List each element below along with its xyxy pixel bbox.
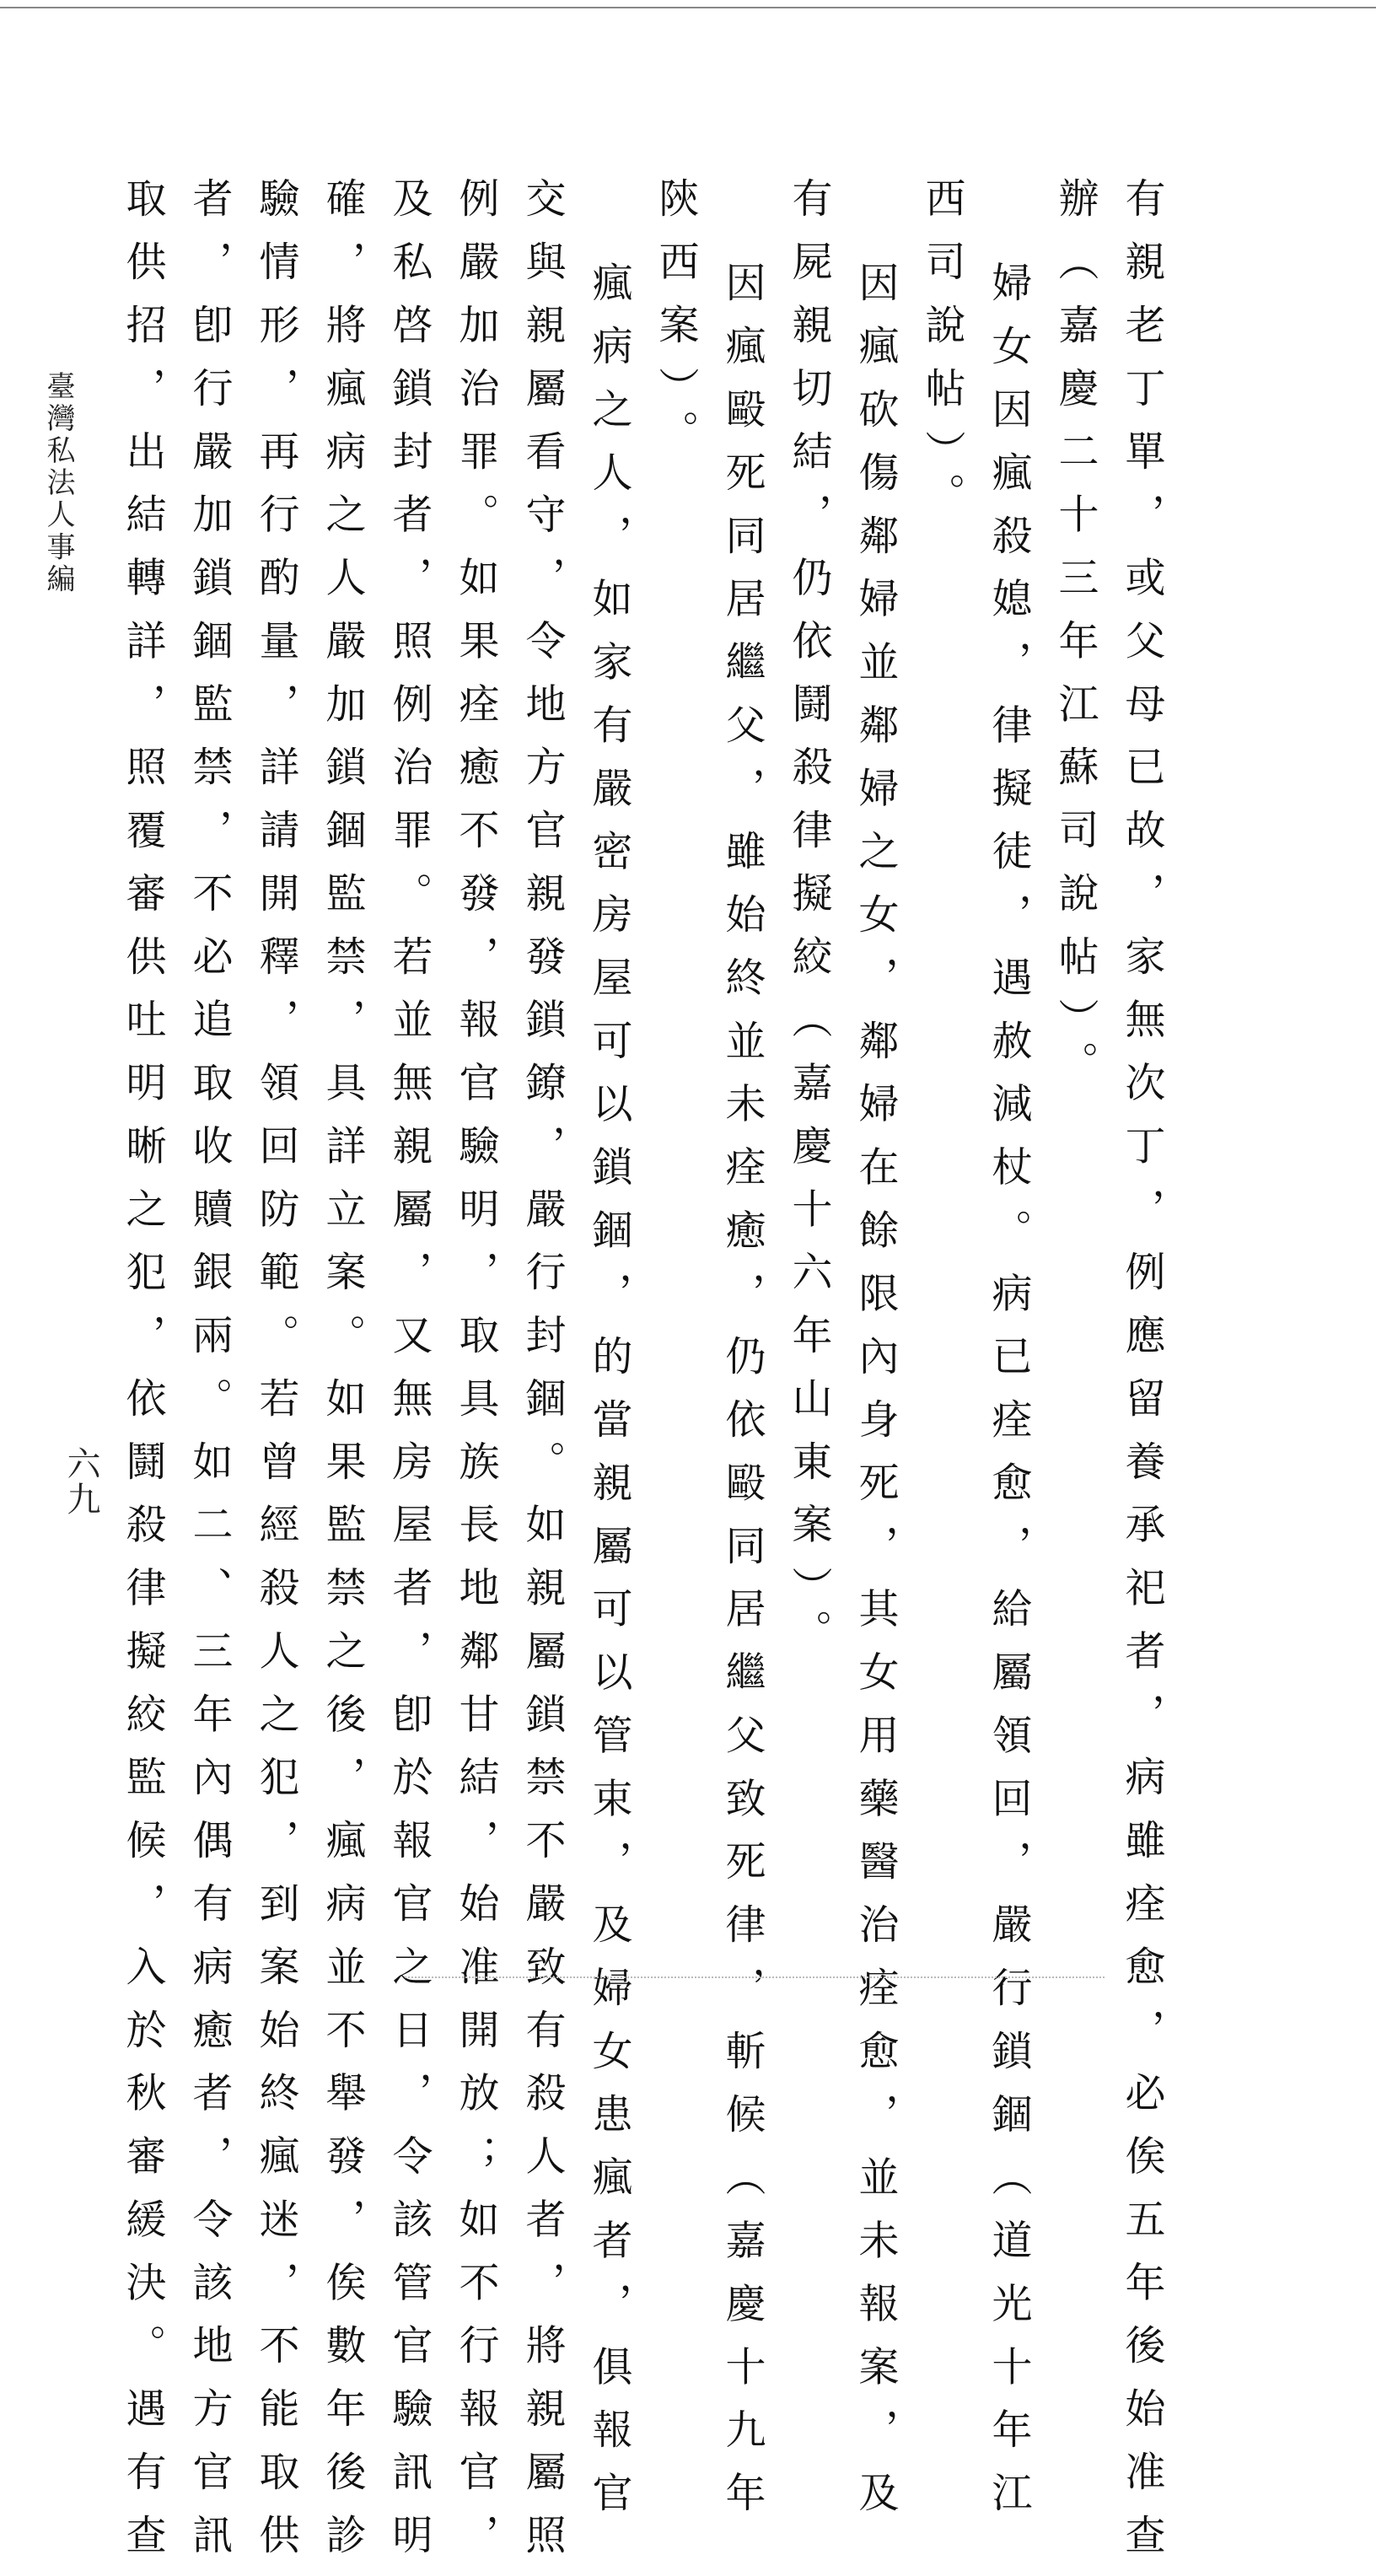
text-column-10: 交與親屬看守，令地方官親發鎖鐐，嚴行封錮。如親屬鎖禁不嚴致有殺人者，將親屬照 [519, 177, 566, 2576]
text-column-7: 因瘋毆死同居繼父，雖始終並未痊癒，仍依毆同居繼父致死律，斬候（嘉慶十九年 [718, 261, 766, 2535]
text-column-8: 陝西案）。 [652, 177, 699, 473]
text-column-16: 取供招，出結轉詳，照覆審供吐明晰之犯，依鬪殺律擬絞監候，入於秋審緩決。遇有查 [119, 177, 166, 2576]
text-column-12: 及私啓鎖封者，照例治罪。若並無親屬，又無房屋者，卽於報官之日，令該管官驗訊明 [385, 177, 433, 2576]
text-column-9: 瘋病之人，如家有嚴密房屋可以鎖錮，的當親屬可以管束，及婦女患瘋者，俱報官 [585, 261, 632, 2535]
text-column-1: 有親老丁單，或父母已故，家無次丁，例應留養承祀者，病雖痊愈，必俟五年後始准查 [1118, 177, 1165, 2576]
page-number: 六九 [62, 1446, 100, 1517]
text-column-11: 例嚴加治罪。如果痊癒不發，報官驗明，取具族長地鄰甘結，始准開放；如不行報官， [452, 177, 499, 2576]
text-column-2: 辦（嘉慶二十三年江蘇司說帖）。 [1051, 177, 1099, 1105]
text-column-3: 婦女因瘋殺媳，律擬徒，遇赦減杖。病已痊愈，給屬領回，嚴行鎖錮（道光十年江 [985, 261, 1032, 2535]
text-column-14: 驗情形，再行酌量，詳請開釋，領回防範。若曾經殺人之犯，到案始終瘋迷，不能取供 [252, 177, 299, 2576]
text-column-5: 因瘋砍傷鄰婦並鄰婦之女，鄰婦在餘限內身死，其女用藥醫治痊愈，並未報案，及 [852, 261, 899, 2535]
text-column-6: 有屍親切結，仍依鬪殺律擬絞（嘉慶十六年山東案）。 [785, 177, 832, 1673]
text-column-4: 西司說帖）。 [918, 177, 965, 536]
book-title: 臺灣私法人事編 [41, 371, 75, 596]
top-border-line [0, 7, 1376, 8]
text-column-13: 確，將瘋病之人嚴加鎖錮監禁，具詳立案。如果監禁之後，瘋病並不舉發，俟數年後診 [319, 177, 366, 2576]
text-column-15: 者，卽行嚴加鎖錮監禁，不必追取收贖銀兩。如二、三年內偶有病癒者，令該地方官訊 [185, 177, 233, 2576]
scan-artifact-line [405, 1976, 1105, 1980]
